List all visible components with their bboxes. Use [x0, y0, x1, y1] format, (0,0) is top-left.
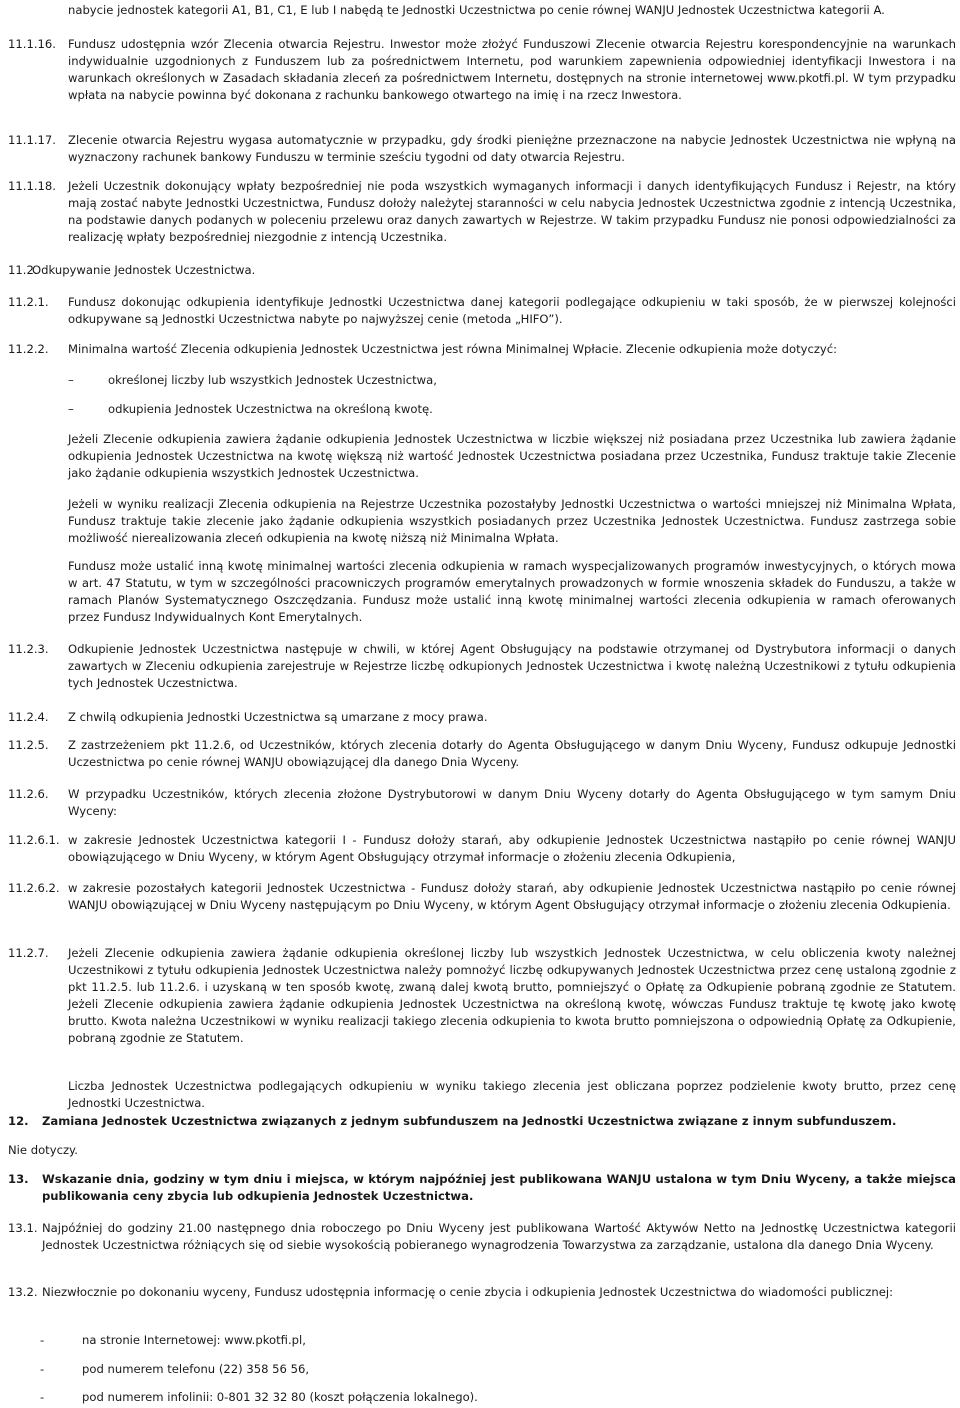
bullet-text: odkupienia Jednostek Uczestnictwa na określoną kwotę. — [108, 402, 433, 416]
item-number: 11.2.3. — [8, 642, 49, 656]
item-text: Minimalna wartość Zlecenia odkupienia Jednostek Uczestnictwa jest równa Minimalnej Wpłacie. Zlecenie odkupienia może dotyczyć: — [68, 342, 838, 356]
item-number: 11.2.2. — [8, 342, 49, 356]
item-text: Zlecenie otwarcia Rejestru wygasa automatycznie w przypadku, gdy środki pieniężne przeznaczone na nabycie Jednostek Uczestnictwa nie wpłyną na wyznaczony rachunek bankowy Funduszu w terminie sześciu tygodni od daty otwarcia Rejestru. — [68, 133, 956, 164]
item-number: 11.2.6.1. — [8, 833, 60, 847]
item-text: w zakresie Jednostek Uczestnictwa kategorii I - Fundusz dołoży starań, aby odkupienie Jednostek Uczestnictwa nastąpiło po cenie równej WANJU obowiązującego w Dniu Wyceny, w którym Agent Obsługujący otrzymał informacje o złożeniu zlecenia Odkupienia, — [68, 833, 956, 864]
dash-marker: – — [68, 373, 74, 387]
item-number: 11.2.7. — [8, 946, 49, 960]
item-text: Fundusz udostępnia wzór Zlecenia otwarcia Rejestru. Inwestor może złożyć Funduszowi Zlecenie otwarcia Rejestru korespondencyjnie na warunkach indywidualnie uzgodnionych z Funduszem lub za pośrednictwem Internetu, pod warunkiem zapewnienia odpowiedniej identyfikacji Inwestora i na warunkach określonych w Zasadach składania zleceń za pośrednictwem Internetu, dostępnych na stronie internetowej www.pkotfi.pl. W tym przypadku wpłata na nabycie powinna być dokonana z rachunku bankowego otwartego na imię i na rzecz Inwestora. — [68, 37, 956, 102]
bullet-text: na stronie Internetowej: www.pkotfi.pl, — [82, 1333, 306, 1347]
item-number: 11.2.4. — [8, 710, 49, 724]
item-text: Z zastrzeżeniem pkt 11.2.6, od Uczestników, których zlecenia dotarły do Agenta Obsługującego w danym Dniu Wyceny, Fundusz odkupuje Jednostki Uczestnictwa po cenie równej WANJU obowiązującej dla danego Dnia Wyceny. — [68, 738, 956, 769]
dash-marker: – — [68, 402, 74, 416]
bullet-text: pod numerem infolinii: 0-801 32 32 80 (koszt połączenia lokalnego). — [82, 1390, 478, 1404]
item-number: 11.1.16. — [8, 37, 56, 51]
bullet-text: pod numerem telefonu (22) 358 56 56, — [82, 1362, 310, 1376]
item-text: Odkupienie Jednostek Uczestnictwa następuje w chwili, w której Agent Obsługujący na podstawie otrzymanej od Dystrybutora informacji o danych zawartych w Zleceniu odkupienia zarejestruje w Rejestrze liczbę odkupionych Jednostek Uczestnictwa i kwotę należną Uczestnikowi z tytułu odkupienia tych Jednostek Uczestnictwa. — [68, 642, 956, 690]
item-text: Najpóźniej do godziny 21.00 następnego dnia roboczego po Dniu Wyceny jest publikowana Wartość Aktywów Netto na Jednostkę Uczestnictwa kategorii Jednostek Uczestnictwa różniących się od siebie wysokością pobieranego wynagrodzenia Towarzystwa za zarządzanie, ustalona dla danego Dnia Wyceny. — [42, 1221, 956, 1252]
item-number: 11.2.5. — [8, 738, 49, 752]
item-text: Fundusz dokonując odkupienia identyfikuje Jednostki Uczestnictwa danej kategorii podlegające odkupieniu w taki sposób, że w pierwszej kolejności odkupywane są Jednostki Uczestnictwa nabyte po najwyższej cenie (metoda „HIFO”). — [68, 295, 956, 326]
section-title: Odkupywanie Jednostek Uczestnictwa. — [32, 263, 256, 277]
item-text: Z chwilą odkupienia Jednostki Uczestnictwa są umarzane z mocy prawa. — [68, 710, 488, 724]
section-title: Wskazanie dnia, godziny w tym dniu i miejsca, w którym najpóźniej jest publikowana WANJU ustalona w tym Dniu Wyceny, a także miejsca publikowania ceny zbycia lub odkupienia Jednostek Uczestnictwa. — [42, 1172, 956, 1203]
item-number: 13.1. — [8, 1221, 38, 1235]
dash-marker: - — [40, 1362, 45, 1376]
item-text: Jeżeli Uczestnik dokonujący wpłaty bezpośredniej nie poda wszystkich wymaganych informacji i danych identyfikujących Fundusz i Rejestr, na który mają zostać nabyte Jednostki Uczestnictwa, Fundusz dołoży należytej staranności w celu nabycia Jednostek Uczestnictwa zgodnie z intencją Uczestnika, na podstawie danych podanych w poleceniu przelewu oraz danych zawartych w Rejestrze. W takim przypadku Fundusz nie ponosi odpowiedzialności za realizację wpłaty bezpośredniej niezgodnie z intencją Uczestnika. — [68, 179, 956, 244]
item-number: 11.2.1. — [8, 295, 49, 309]
section-number: 13. — [8, 1172, 29, 1186]
section-number: 12. — [8, 1114, 29, 1128]
bullet-text: określonej liczby lub wszystkich Jednostek Uczestnictwa, — [108, 373, 437, 387]
item-text: Jeżeli Zlecenie odkupienia zawiera żądanie odkupienia określonej liczby lub wszystkich Jednostek Uczestnictwa, w celu obliczenia kwoty należnej Uczestnikowi z tytułu odkupienia Jednostek Uczestnictwa należy pomnożyć liczbę odkupywanych Jednostek Uczestnictwa przez cenę ustaloną zgodnie z pkt 11.2.5. lub 11.2.6. i uzyskaną w ten sposób kwotę, zwaną dalej kwotą brutto, pomniejszyć o Opłatę za Odkupienie pobraną zgodnie ze Statutem. Jeżeli Zlecenie odkupienia zawiera żądanie odkupienia Jednostek Uczestnictwa na określoną kwotę, wówczas Fundusz traktuje tę kwotę jako kwotę brutto. Kwota należna Uczestnikowi w wyniku realizacji takiego zlecenia odkupienia to kwota brutto pomniejszona o odpowiednią Opłatę za Odkupienie, pobraną zgodnie ze Statutem. — [68, 946, 956, 1045]
item-number: 11.2.6.2. — [8, 881, 60, 895]
dash-marker: - — [40, 1333, 45, 1347]
item-number: 11.1.18. — [8, 179, 56, 193]
dash-marker: - — [40, 1390, 45, 1404]
item-number: 11.2.6. — [8, 787, 49, 801]
item-text: W przypadku Uczestników, których zlecenia złożone Dystrybutorowi w danym Dniu Wyceny dotarły do Agenta Obsługującego w tym samym Dniu Wyceny: — [68, 787, 956, 818]
item-number: 13.2. — [8, 1285, 38, 1299]
item-number: 11.1.17. — [8, 133, 56, 147]
section-number: 11.2. — [8, 263, 38, 277]
item-text: Niezwłocznie po dokonaniu wyceny, Fundusz udostępnia informację o cenie zbycia i odkupienia Jednostek Uczestnictwa do wiadomości publicznej: — [42, 1285, 893, 1299]
item-text: w zakresie pozostałych kategorii Jednostek Uczestnictwa - Fundusz dołoży starań, aby odkupienie Jednostek Uczestnictwa nastąpiło po cenie równej WANJU obowiązującej w Dniu Wyceny następującym po Dniu Wyceny, w którym Agent Obsługujący otrzymał informacje o złożeniu zlecenia Odkupienia. — [68, 881, 956, 912]
section-title: Zamiana Jednostek Uczestnictwa związanych z jednym subfunduszem na Jednostki Uczestnictwa związane z innym subfunduszem. — [42, 1114, 897, 1128]
